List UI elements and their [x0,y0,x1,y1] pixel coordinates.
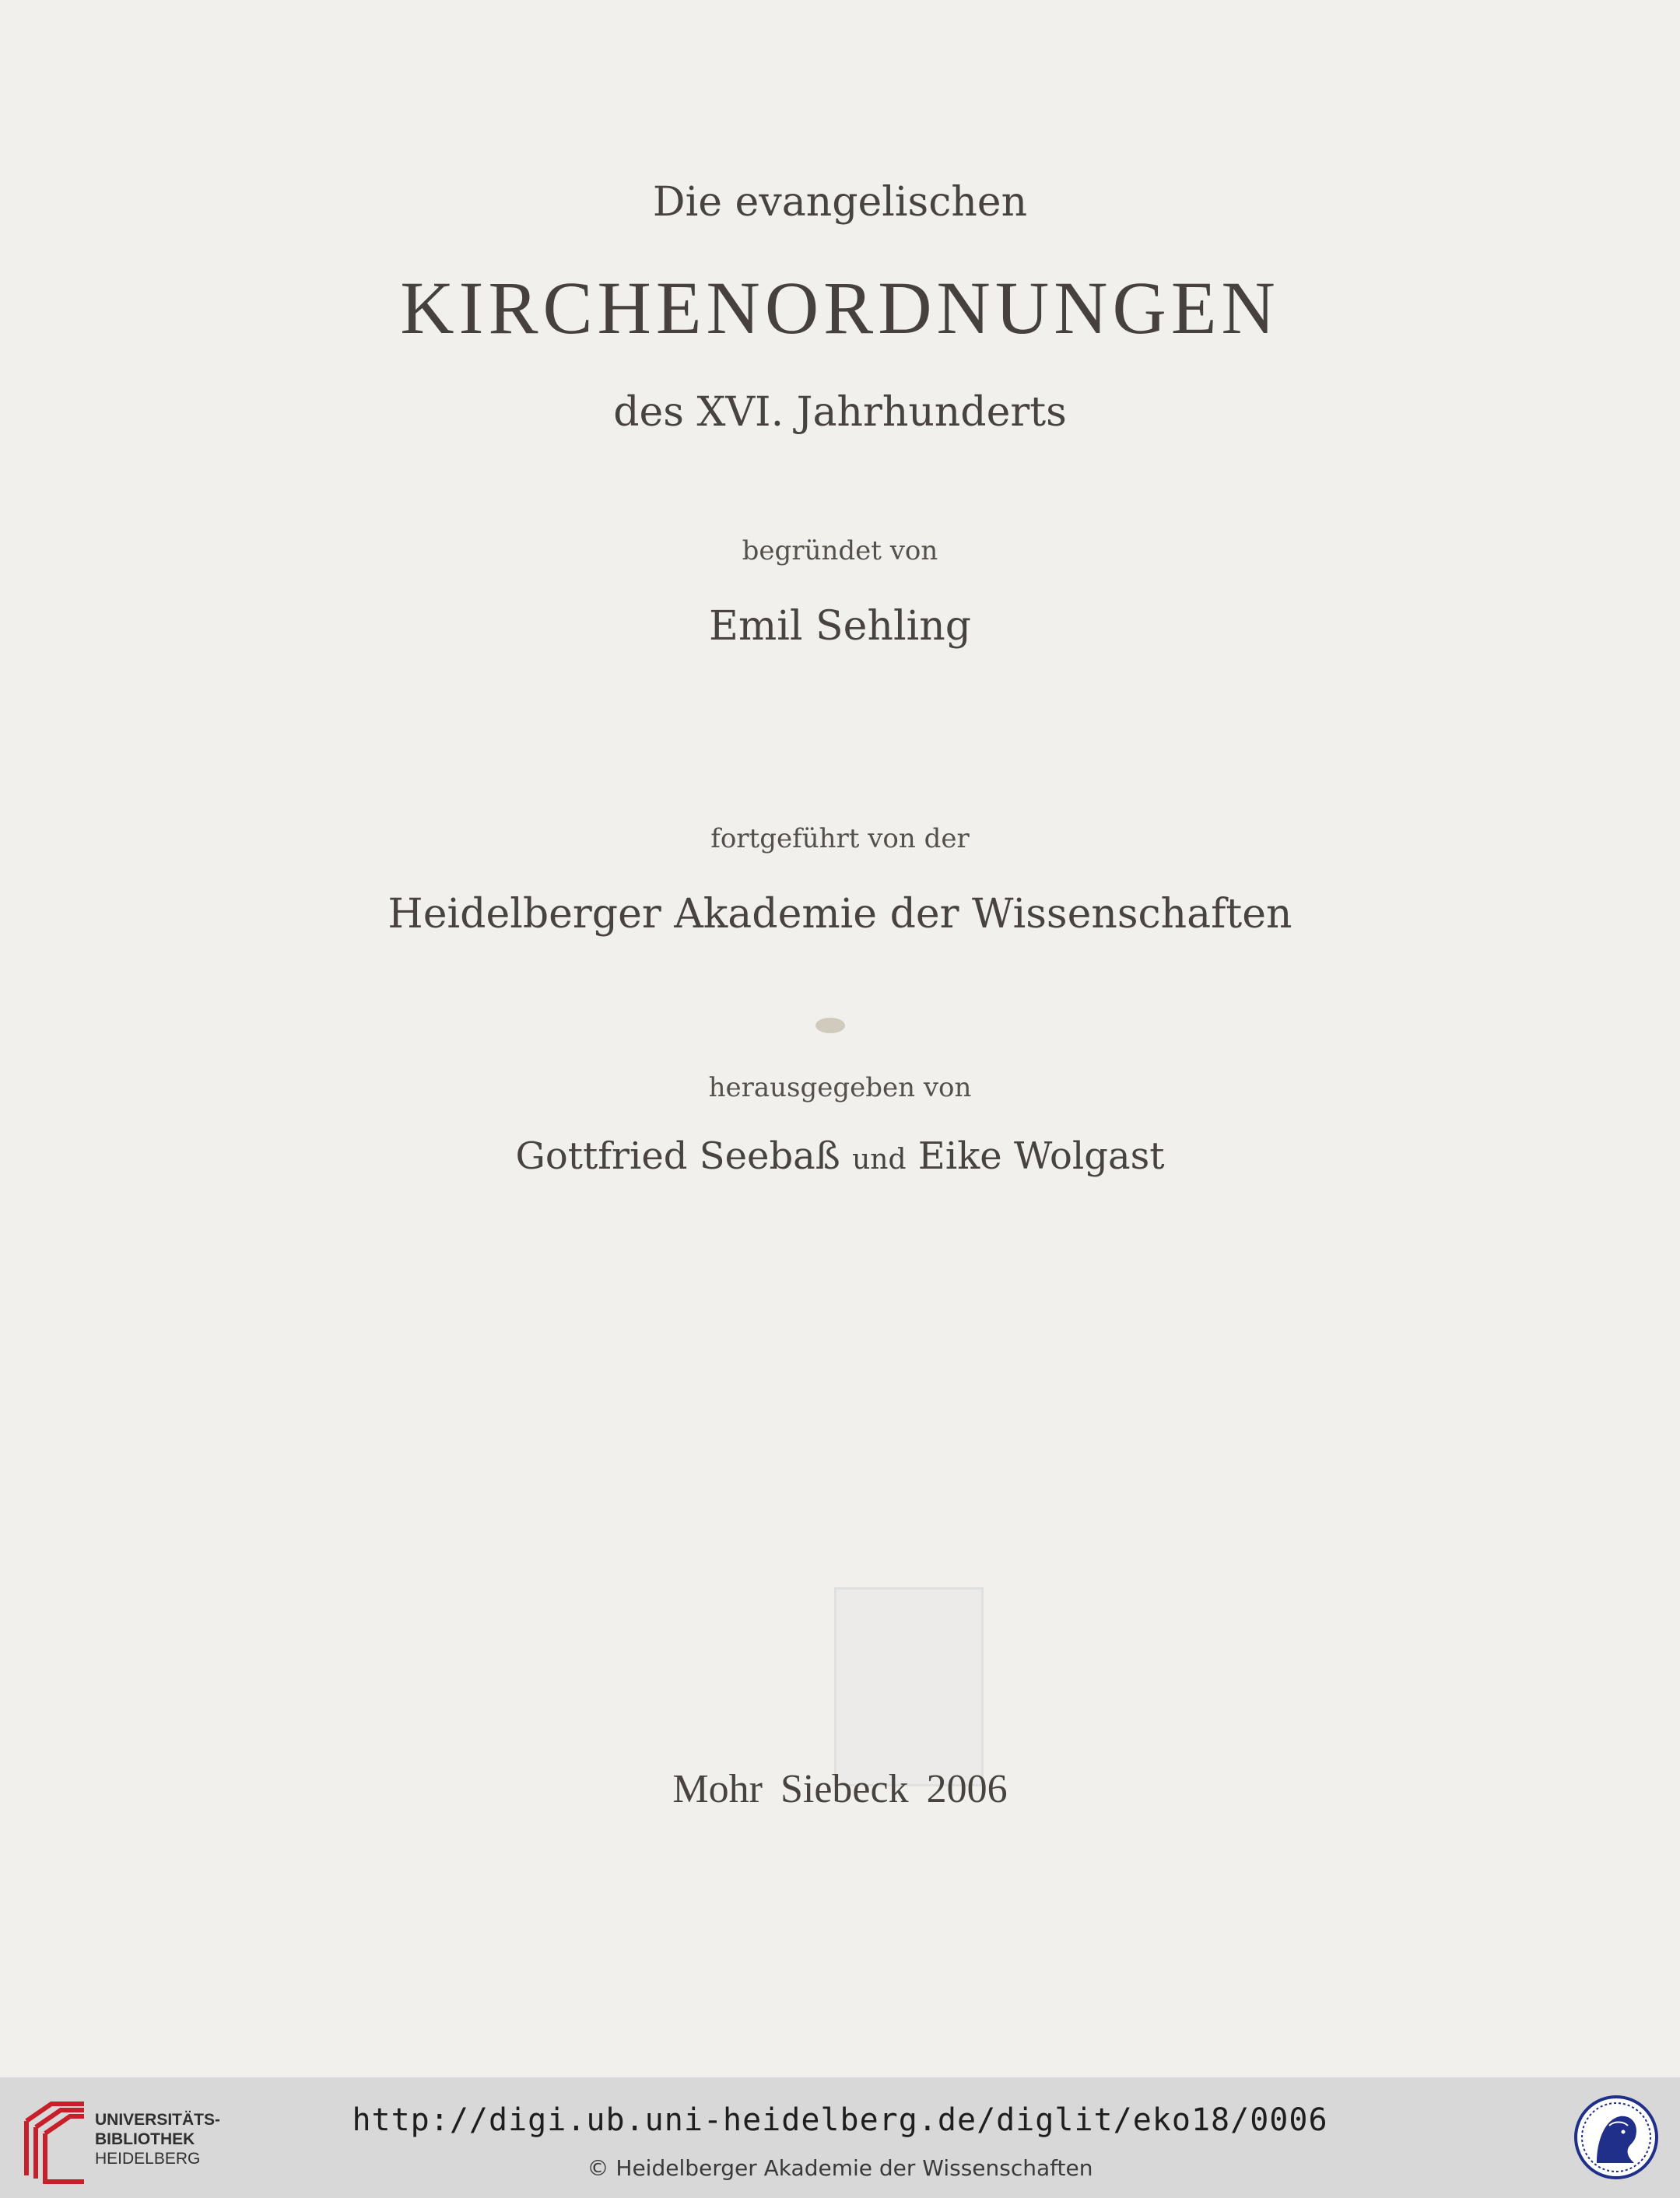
digital-library-footer [0,2077,1680,2198]
copyright-notice: © Heidelberger Akademie der Wissenschaften [587,2155,1093,2181]
main-title: KIRCHENORDNUNGEN [400,266,1280,349]
continued-label: fortgeführt von der [710,823,970,854]
paper-speck [815,1018,845,1033]
editors-line [0,1134,1680,1178]
publisher-imprint: Mohr Siebeck 2006 [672,1767,1008,1811]
sub-title: des XVI. Jahrhunderts [613,389,1067,436]
university-seal-icon[interactable] [1573,2095,1659,2180]
library-line-3: HEIDELBERG [95,2150,201,2168]
library-line-1: UNIVERSITÄTS- [95,2111,221,2129]
editor-2: Eike Wolgast [917,1134,1165,1178]
pre-title: Die evangelischen [652,179,1028,226]
faint-library-stamp [834,1587,984,1786]
source-url-link[interactable]: http://digi.ub.uni-heidelberg.de/diglit/eko18/0006 [352,2102,1328,2138]
founder-name: Emil Sehling [709,603,971,650]
editor-1: Gottfried Seebaß [515,1134,840,1178]
editors-conjunction: und [852,1144,907,1176]
library-line-2: BIBLIOTHEK [95,2130,195,2148]
academy-name: Heidelberger Akademie der Wissenschaften [388,891,1292,938]
founded-label: begründet von [742,535,938,566]
edited-label: herausgegeben von [708,1072,972,1103]
